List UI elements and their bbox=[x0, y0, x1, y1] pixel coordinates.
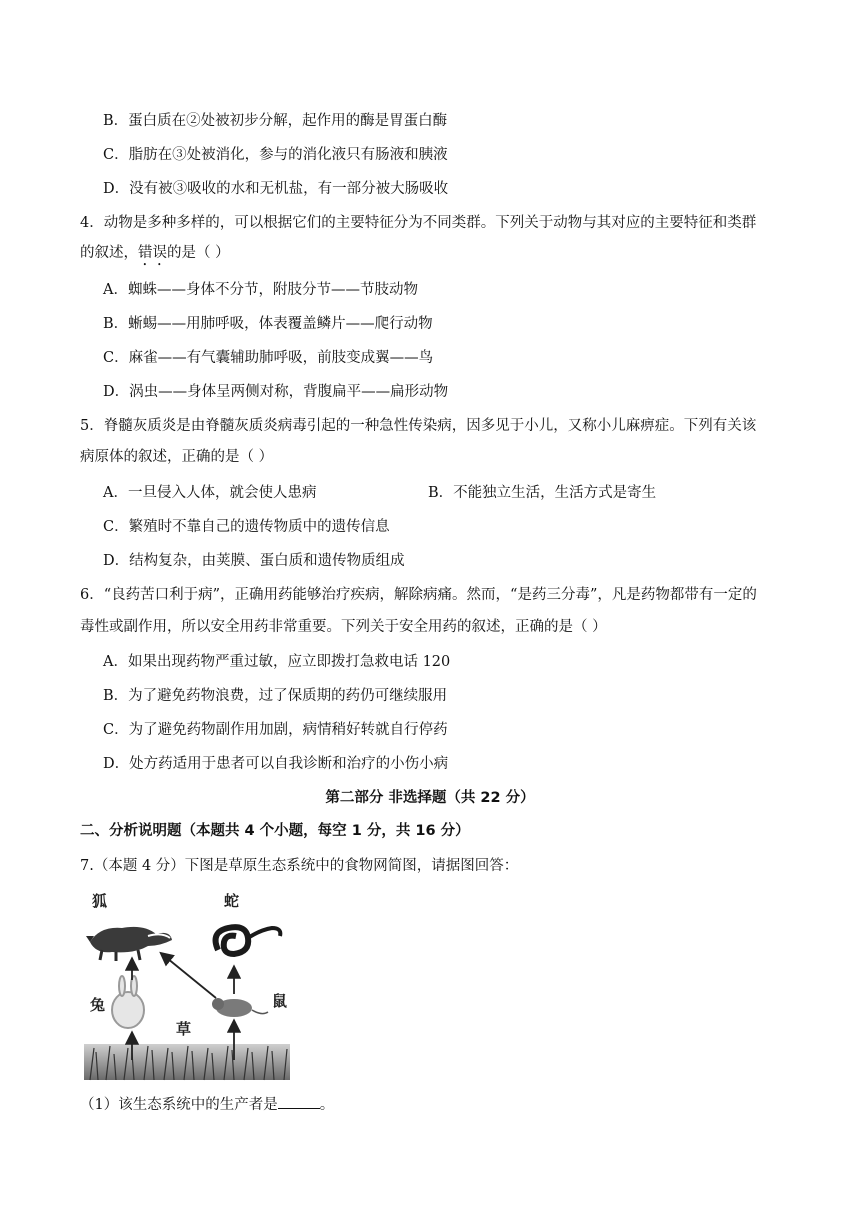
label-grass: 草 bbox=[176, 1020, 192, 1038]
q5-stem-line2: 病原体的叙述，正确的是（ ） bbox=[80, 449, 274, 465]
q3-option-d: D．没有被③吸收的水和无机盐，有一部分被大肠吸收 bbox=[103, 181, 449, 197]
q6-option-c: C．为了避免药物副作用加剧，病情稍好转就自行停药 bbox=[103, 722, 448, 738]
q4-option-b: B．蜥蜴——用肺呼吸，体表覆盖鳞片——爬行动物 bbox=[103, 316, 433, 332]
q6-option-a: A．如果出现药物严重过敏，应立即拨打急救电话 120 bbox=[103, 654, 451, 670]
q7-sub1-end: 。 bbox=[319, 1097, 335, 1113]
label-mouse: 鼠 bbox=[272, 992, 288, 1010]
rabbit-image bbox=[112, 976, 144, 1028]
q3-option-b: B．蛋白质在②处被初步分解，起作用的酶是胃蛋白酶 bbox=[103, 113, 448, 129]
q6-option-d: D．处方药适用于患者可以自我诊断和治疗的小伤小病 bbox=[103, 756, 449, 772]
q4-option-c: C．麻雀——有气囊辅助肺呼吸，前肢变成翼——鸟 bbox=[103, 350, 434, 366]
q5-option-a: A．一旦侵入人体，就会使人患病 bbox=[103, 485, 317, 501]
q4-option-d: D．涡虫——身体呈两侧对称，背腹扁平——扁形动物 bbox=[103, 384, 449, 400]
q6-option-b: B．为了避免药物浪费，过了保质期的药仍可继续服用 bbox=[103, 688, 448, 704]
q6-stem-line1: 6．“良药苦口利于病”，正确用药能够治疗疾病，解除病痛。然而，“是药三分毒”，凡是药物都带有一定的 bbox=[80, 587, 757, 603]
q5-option-c: C．繁殖时不靠自己的遗传物质中的遗传信息 bbox=[103, 519, 390, 535]
section2-title: 二、分析说明题（本题共 4 个小题，每空 1 分，共 16 分） bbox=[80, 823, 470, 839]
q4-stem-pre: 的叙述， bbox=[80, 245, 138, 261]
label-fox: 狐 bbox=[92, 892, 108, 910]
q5-stem-line1: 5．脊髓灰质炎是由脊髓灰质炎病毒引起的一种急性传染病，因多见于小儿，又称小儿麻痹症。下列有关该 bbox=[80, 418, 757, 434]
q5-option-d: D．结构复杂，由荚膜、蛋白质和遗传物质组成 bbox=[103, 553, 405, 569]
q7-sub1 bbox=[80, 1094, 334, 1115]
label-snake: 蛇 bbox=[224, 892, 240, 910]
label-rabbit: 兔 bbox=[90, 996, 106, 1014]
food-web-figure bbox=[82, 888, 292, 1082]
q5-option-b: B．不能独立生活，生活方式是寄生 bbox=[428, 485, 657, 501]
q7-sub1-text: （1）该生态系统中的生产者是 bbox=[80, 1097, 278, 1113]
grass-image bbox=[84, 1044, 290, 1080]
snake-image bbox=[216, 927, 281, 954]
answer-blank[interactable] bbox=[278, 1094, 320, 1109]
fox-image bbox=[86, 927, 172, 961]
q6-stem-line2: 毒性或副作用，所以安全用药非常重要。下列关于安全用药的叙述，正确的是（ ） bbox=[80, 619, 607, 635]
part2-title: 第二部分 非选择题（共 22 分） bbox=[325, 790, 535, 806]
q4-stem-line1: 4．动物是多种多样的，可以根据它们的主要特征分为不同类群。下列关于动物与其对应的主要特征和类群 bbox=[80, 215, 757, 231]
arrow-mouse-to-fox bbox=[162, 954, 216, 998]
q4-stem-line2 bbox=[80, 243, 230, 269]
q4-option-a: A．蜘蛛——身体不分节，附肢分节——节肢动物 bbox=[103, 282, 418, 298]
q7-stem: 7.（本题 4 分）下图是草原生态系统中的食物网简图，请据图回答： bbox=[80, 858, 519, 874]
q4-stem-post: 的是（ ） bbox=[167, 245, 230, 261]
q3-option-c: C．脂肪在③处被消化，参与的消化液只有肠液和胰液 bbox=[103, 147, 448, 163]
q4-emphasis-word: 错误 bbox=[138, 245, 167, 261]
mouse-image bbox=[212, 998, 268, 1017]
